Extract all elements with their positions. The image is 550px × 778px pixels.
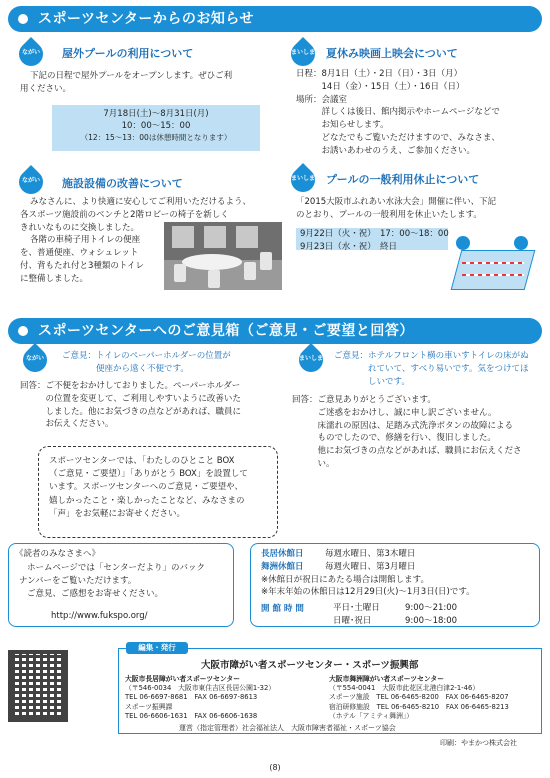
- badge-label: まいしま: [298, 355, 323, 362]
- water-drop-icon: [16, 40, 46, 74]
- publisher-box: [118, 648, 542, 734]
- opening-hours-label: 開 館 時 間: [261, 604, 304, 614]
- contact-line: スポーツ施設 TEL 06-6465-8200 FAX 06-6465-8207: [329, 693, 509, 702]
- pool-body-line: 用ください。: [20, 83, 72, 94]
- nagai-contact: [125, 675, 325, 721]
- facility-line: 付、背もたれ付と3種類のトイレ: [20, 260, 144, 271]
- water-drop-icon: [20, 346, 50, 380]
- answer-line: 他にお気づきの点などがあれば、職員にお伝えくださ: [292, 446, 522, 456]
- pool-body-line: 下記の日程で屋外プールをオープンします。ぜひご利: [30, 71, 233, 81]
- publisher-name: 大阪市障がい者スポーツセンター・スポーツ振興部: [201, 660, 419, 671]
- answer-line: の位置を変更して、ご利用しやすいように改善いた: [20, 393, 241, 404]
- question-line: れていて、すべり易いです。気をつけてほ: [334, 363, 529, 374]
- pool-schedule-box: [52, 105, 260, 151]
- notice-line: スポーツセンターでは、「わたしのひとこと BOX: [49, 456, 235, 466]
- closed-value: 毎週水曜日、第3木曜日: [325, 549, 416, 559]
- readers-text: [19, 562, 231, 600]
- pool-break: （12：15～13：00は休憩時間となります）: [80, 132, 232, 142]
- contact-line: 大阪市舞洲障がい者スポーツセンター: [329, 675, 445, 683]
- readers-box: [8, 543, 234, 627]
- facility-line: きれいなものに交換しました。: [20, 222, 140, 233]
- section-banner-notices: [8, 6, 542, 32]
- movie-line: お知らせします。: [296, 120, 389, 130]
- contact-line: （ホテル「アミティ舞洲」）: [329, 711, 414, 720]
- contact-line: （〒546-0034 大阪市東住吉区長居公園1-32）: [125, 684, 276, 693]
- water-drop-icon: [296, 346, 326, 380]
- question-line: ご意見：トイレのペーパーホルダーの位置が: [62, 351, 231, 361]
- pool-closed-dates: [300, 228, 460, 254]
- hours-note: ※休館日が祝日にあたる場合は開館します。: [261, 574, 429, 585]
- badge-label: まいしま: [290, 49, 315, 56]
- badge-label: ながい: [21, 49, 40, 56]
- qr-code: [8, 650, 68, 722]
- movie-line: お誘いあわせのうえ、ご参加ください。: [296, 145, 476, 156]
- opinion-right-question: [334, 350, 544, 388]
- website-link[interactable]: http://www.fukspo.org/: [51, 611, 148, 621]
- movie-body: [296, 68, 546, 157]
- movie-line: どなたでもご覧いただけますので、みなさま、: [296, 132, 500, 143]
- hours-note: ※年末年始の休館日は12月29日(火)～1月3日(日)です。: [261, 587, 475, 598]
- pool-closed-line: 「2015大阪市ふれあい水泳大会」開催に伴い、下記: [296, 197, 497, 207]
- publisher-tab: 編集・発行: [126, 642, 188, 654]
- movie-title: 夏休み映画上映会について: [326, 47, 458, 60]
- readers-title: 《読者のみなさまへ》: [15, 549, 101, 559]
- closed-days: [261, 548, 531, 599]
- page-number: (8): [269, 763, 281, 772]
- printer-credit: 印刷：やまかつ株式会社: [440, 739, 517, 747]
- readers-line: ナンバーをご覧いただけます。: [19, 575, 137, 586]
- pool-hours: 10：00～15：00: [121, 121, 191, 132]
- closed-date: 9月22日（火・祝） 17：00～18：00: [300, 229, 449, 239]
- contact-line: TEL 06-6697-8681 FAX 06-6697-8613: [125, 693, 258, 702]
- facility-title: 施設設備の改善について: [62, 177, 183, 190]
- answer-line: い。: [292, 458, 335, 469]
- opinion-right-answer: [292, 394, 546, 471]
- badge-label: ながい: [21, 177, 40, 184]
- banner-bullet-icon: [18, 14, 28, 24]
- notice-line: 「声」をお気軽にお寄せください。: [49, 508, 186, 519]
- answer-line: お伝えください。: [20, 419, 114, 430]
- contact-line: TEL 06-6606-1631 FAX 06-6606-1638: [125, 711, 258, 720]
- answer-line: 床濡れの原因は、足踏み式洗浄ボタンの故障による: [292, 420, 514, 431]
- closed-label: 長居休館日: [261, 549, 304, 559]
- banner-title: スポーツセンターからのお知らせ: [38, 11, 254, 27]
- open-day: 日曜･祝日: [333, 615, 372, 626]
- question-line: 便座から遠く不便です。: [62, 363, 189, 374]
- answer-line: ものでしたので、修繕を行い、復旧しました。: [292, 433, 496, 444]
- badge-label: ながい: [25, 355, 44, 362]
- question-line: ご意見：ホテルフロント横の車いすトイレの床がぬ: [334, 351, 529, 361]
- banner-title: スポーツセンターへのご意見箱（ご意見・ご要望と回答）: [38, 323, 414, 339]
- question-line: しいです。: [334, 376, 410, 387]
- badge-label: まいしま: [290, 175, 315, 182]
- answer-line: 回答：ご不便をおかけしておりました。ペーパーホルダー: [20, 381, 241, 391]
- contact-line: 宿泊研修施設 TEL 06-6465-8210 FAX 06-6465-8213: [329, 702, 509, 711]
- pool-closed-body: [296, 196, 546, 222]
- movie-line: 14日（金）・15日（土）・16日（日）: [296, 81, 465, 92]
- facility-line: 各スポーツ施設前のベンチと2階ロビーの椅子を新しく: [20, 209, 229, 220]
- notice-line: （ご意見・ご要望）」「ありがとう BOX」を設置して: [49, 469, 248, 480]
- readers-line: ご意見、ご感想をお寄せください。: [27, 588, 164, 599]
- banner-bullet-icon: [18, 326, 28, 336]
- notice-line: います。スポーツセンターへのご意見・ご要望や、: [49, 482, 243, 493]
- contact-line: 大阪市長居障がい者スポーツセンター: [125, 675, 241, 683]
- closed-value: 毎週火曜日、第3月曜日: [325, 561, 416, 572]
- closed-date: 9月23日（水・祝） 終日: [300, 241, 397, 252]
- operator-line: 運営（指定管理者）社会福祉法人 大阪市障害者福祉・スポーツ協会: [179, 724, 396, 732]
- maishima-contact: [329, 675, 541, 721]
- contact-line: スポーツ振興課: [125, 702, 173, 711]
- pool-closed-title: プールの一般利用休止について: [326, 173, 480, 186]
- facility-line: みなさんに、より快適に安心してご利用いただけるよう、: [30, 197, 252, 207]
- facility-line: を、普通便座、ウォシュレット: [20, 248, 139, 258]
- opinion-box-notice: [38, 446, 278, 538]
- pool-dates: 7月18日(土)～8月31日(月): [103, 109, 209, 119]
- movie-line: 場所：会議室: [296, 94, 348, 105]
- facility-line: に整備しました。: [20, 273, 89, 284]
- lobby-photo: [164, 222, 282, 290]
- pool-body: [20, 70, 270, 96]
- section-banner-opinions: [8, 318, 542, 344]
- answer-line: しました。他にお気づきの点などがあれば、職員に: [20, 406, 242, 417]
- pool-closed-line: のとおり、プールの一般利用を休止いたします。: [296, 209, 482, 220]
- facility-line: 各階の車椅子用トイレの便座: [30, 235, 141, 246]
- opening-hours: [333, 602, 457, 628]
- swimming-pool-illustration: [452, 236, 534, 294]
- notice-line: 嬉しかったこと・楽しかったことなど、みなさまの: [49, 495, 245, 506]
- open-time: 9:00～18:00: [405, 615, 458, 626]
- hours-box: [250, 543, 540, 627]
- opinion-left-question: [62, 350, 282, 376]
- pool-title: 屋外プールの利用について: [62, 47, 194, 60]
- answer-line: 回答：ご意見ありがとうございます。: [292, 395, 436, 405]
- contact-line: （〒554-0041 大阪市此花区北港白津2-1-46）: [329, 684, 480, 693]
- open-day: 平日･土曜日: [333, 603, 380, 613]
- answer-line: ご迷惑をおかけし、誠に申し訳ございません。: [292, 407, 497, 418]
- opinion-left-answer: [20, 380, 282, 431]
- movie-line: 詳しくは後日、館内掲示やホームページなどで: [296, 107, 500, 118]
- water-drop-icon: [288, 166, 318, 200]
- movie-line: 日程：8月1日（土）・2日（日）・3日（月）: [296, 69, 463, 79]
- readers-line: ホームページでは「センターだより」のバック: [27, 563, 205, 573]
- open-time: 9:00～21:00: [405, 603, 458, 613]
- closed-label: 舞洲休館日: [261, 561, 304, 572]
